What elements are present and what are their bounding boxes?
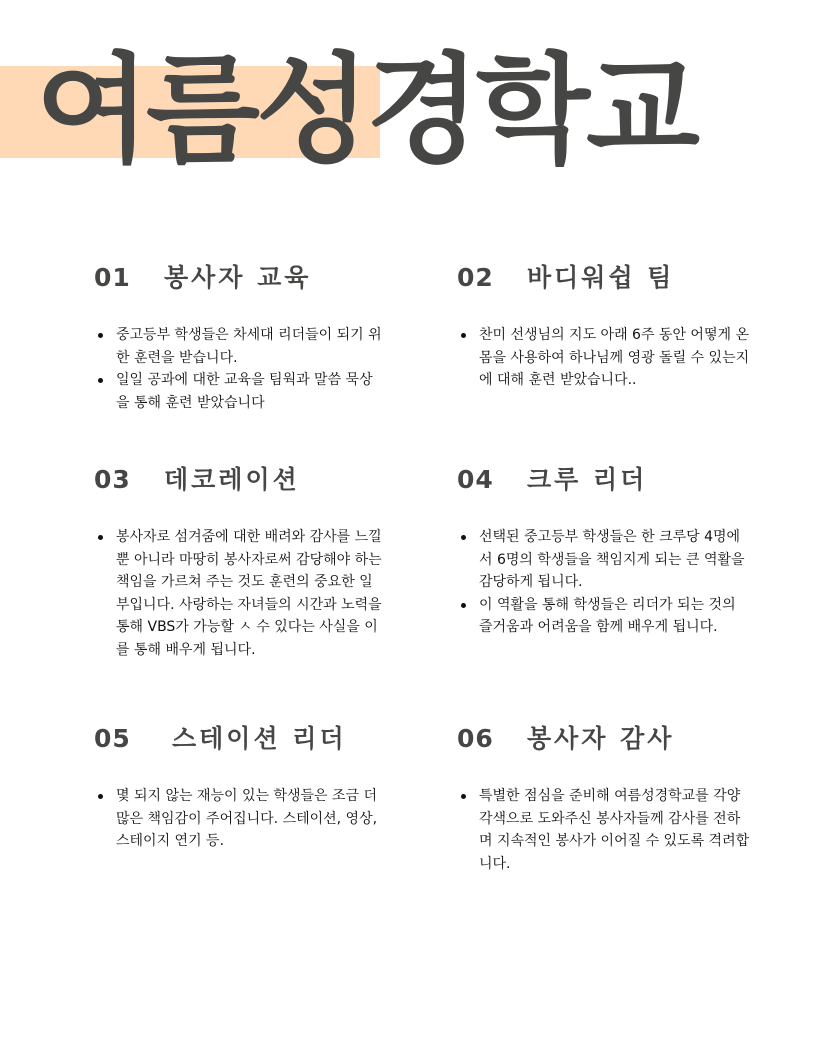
section-title: 크루 리더	[527, 465, 648, 494]
section-crew-leader	[457, 460, 752, 639]
bullet-icon	[98, 378, 103, 383]
bullet-list	[94, 526, 384, 661]
page-title: 여름성경학교	[36, 41, 696, 179]
list-item-text: 선택된 중고등부 학생들은 한 크루당 4명에서 6명의 학생들을 책임지게 되는 큰 역활을 감당하게 됩니다.	[479, 529, 745, 590]
section-heading	[94, 460, 384, 496]
section-number: 01	[94, 263, 131, 292]
list-item	[457, 785, 752, 875]
list-item-text: 중고등부 학생들은 차세대 리더들이 되기 위한 훈련을 받습니다.	[116, 327, 382, 366]
list-item	[94, 785, 384, 853]
section-title: 봉사자 교육	[164, 263, 312, 292]
list-item	[457, 526, 752, 594]
list-item	[94, 526, 384, 661]
bullet-list	[457, 526, 752, 639]
list-item-text: 몇 되지 않는 재능이 있는 학생들은 조금 더 많은 책임감이 주어집니다. 스테이션, 영상, 스테이지 연기 등.	[116, 788, 378, 849]
bullet-list	[457, 785, 752, 875]
section-number: 04	[457, 465, 494, 494]
list-item	[457, 594, 752, 639]
bullet-icon	[461, 333, 466, 338]
section-number: 03	[94, 465, 131, 494]
bullet-list	[94, 785, 384, 853]
section-title: 스테이션 리더	[172, 724, 347, 753]
section-body-worship-team	[457, 258, 752, 392]
list-item	[94, 369, 384, 414]
section-number: 05	[94, 724, 131, 753]
page-header	[0, 40, 816, 200]
bullet-icon	[98, 333, 103, 338]
list-item	[94, 324, 384, 369]
section-decoration	[94, 460, 384, 661]
list-item-text: 특별한 점심을 준비해 여름성경학교를 각양각색으로 도와주신 봉사자들께 감사를 전하며 지속적인 봉사가 이어질 수 있도록 격려합니다.	[479, 788, 750, 872]
bullet-list	[94, 324, 384, 414]
section-heading	[457, 258, 752, 294]
section-number: 02	[457, 263, 494, 292]
bullet-icon	[98, 535, 103, 540]
section-title: 바디워쉽 팀	[527, 263, 675, 292]
list-item-text: 이 역활을 통해 학생들은 리더가 되는 것의 즐거움과 어려움을 함께 배우게 됩니다.	[479, 596, 736, 635]
bullet-icon	[98, 794, 103, 799]
section-station-leader	[94, 719, 384, 853]
bullet-icon	[461, 794, 466, 799]
section-volunteer-training	[94, 258, 384, 414]
section-heading	[94, 719, 384, 755]
list-item-text: 일일 공과에 대한 교육을 팀웍과 말씀 묵상을 통해 훈련 받았습니다	[116, 372, 373, 411]
bullet-icon	[461, 603, 466, 608]
bullet-icon	[461, 535, 466, 540]
section-number: 06	[457, 724, 494, 753]
section-heading	[457, 719, 752, 755]
list-item-text: 봉사자로 섬겨줌에 대한 배려와 감사를 느낄뿐 아니라 마땅히 봉사자로써 감당해야 하는 책임을 가르쳐 주는 것도 훈련의 중요한 일부입니다. 사랑하는 자녀들의 시간과 노력을 통해 VBS가 가능할 ㅅ 수 있다는 사실을 이를 통해 배우게 됩니다.	[116, 529, 382, 658]
list-item-text: 찬미 선생님의 지도 아래 6주 동안 어떻게 온 몸을 사용하여 하나님께 영광 돌릴 수 있는지에 대해 훈련 받았습니다..	[479, 327, 750, 388]
list-item	[457, 324, 752, 392]
section-heading	[457, 460, 752, 496]
section-title: 데코레이션	[164, 465, 300, 494]
section-heading	[94, 258, 384, 294]
section-title: 봉사자 감사	[527, 724, 675, 753]
section-volunteer-appreciation	[457, 719, 752, 875]
bullet-list	[457, 324, 752, 392]
